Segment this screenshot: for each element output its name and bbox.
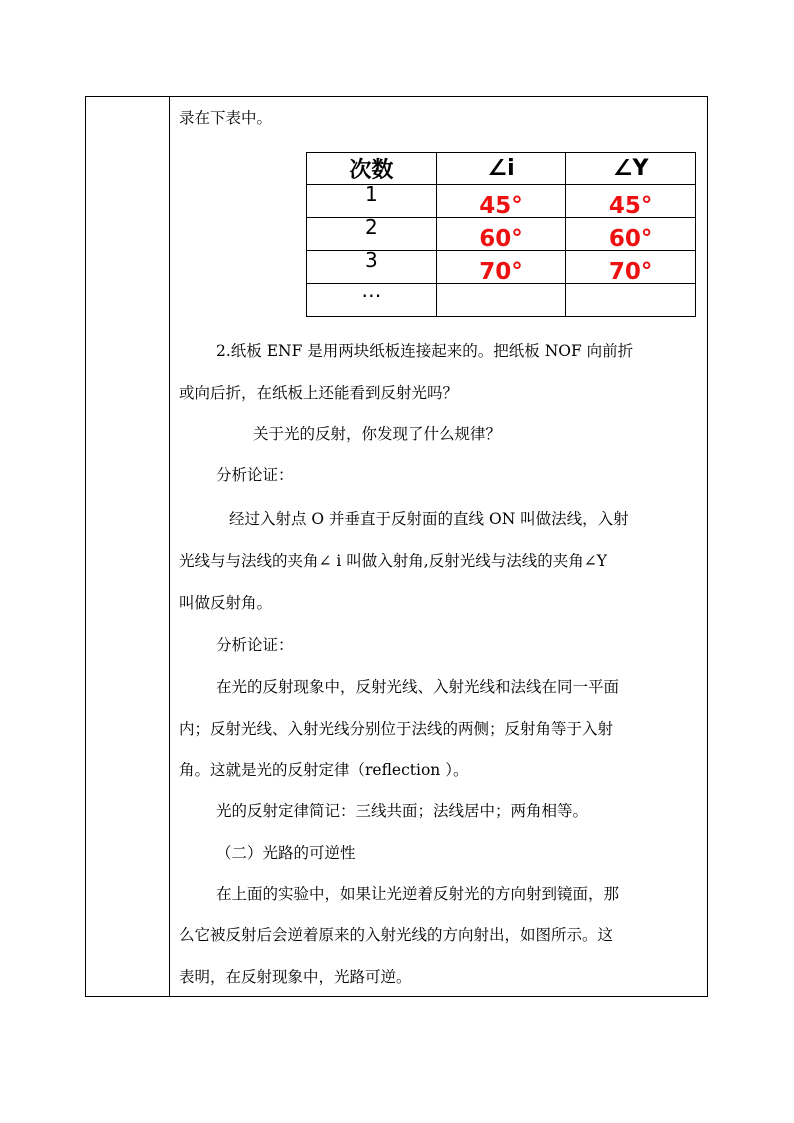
- table-header-row: [307, 153, 696, 185]
- analysis-label-2: 分析论证：: [216, 636, 294, 654]
- question-3: 关于光的反射，你发现了什么规律？: [253, 425, 502, 443]
- table-row: [307, 218, 696, 251]
- table-row: [307, 284, 696, 317]
- law-line-3: 角。这就是光的反射定律（reflection ）。: [179, 761, 469, 779]
- question-2-line-2: 或向后折，在纸板上还能看到反射光吗？: [179, 384, 459, 402]
- table-row: [307, 185, 696, 218]
- row-count: 1: [364, 182, 378, 206]
- reflection-angle-value: 45°: [608, 193, 653, 219]
- law-line-2: 内；反射光线、入射光线分别位于法线的两侧；反射角等于入射: [179, 720, 614, 738]
- header-count: 次数: [307, 153, 437, 185]
- analysis-label-1: 分析论证：: [216, 466, 294, 484]
- lesson-table-frame: [85, 96, 708, 997]
- left-column-cell: [86, 97, 170, 996]
- question-2-line-1: 2.纸板 ENF 是用两块纸板连接起来的。把纸板 NOF 向前折: [216, 342, 634, 360]
- header-reflection-angle: ∠Y: [566, 153, 696, 185]
- section-2-title: （二）光路的可逆性: [216, 844, 356, 862]
- reflection-angle-value: 70°: [608, 259, 653, 285]
- incident-angle-value: 45°: [479, 193, 523, 219]
- incident-angle-value: 60°: [479, 226, 523, 252]
- intro-line: 录在下表中。: [179, 109, 273, 127]
- law-line-1: 在光的反射现象中，反射光线、入射光线和法线在同一平面: [216, 678, 620, 696]
- reversibility-line-1: 在上面的实验中，如果让光逆着反射光的方向射到镜面，那: [216, 885, 620, 903]
- definition-line-3: 叫做反射角。: [179, 594, 273, 612]
- angle-data-table: [306, 152, 696, 317]
- definition-line-2: 光线与与法线的夹角∠ i 叫做入射角,反射光线与法线的夹角∠Y: [179, 552, 607, 570]
- header-incident-angle: ∠i: [436, 153, 566, 185]
- row-count: 2: [364, 215, 378, 239]
- reversibility-line-2: 么它被反射后会逆着原来的入射光线的方向射出，如图所示。这: [179, 926, 614, 944]
- definition-line-1: 经过入射点 O 并垂直于反射面的直线 ON 叫做法线，入射: [229, 510, 629, 528]
- content-cell: [171, 97, 707, 996]
- reversibility-line-3: 表明，在反射现象中，光路可逆。: [179, 968, 412, 986]
- row-count: …: [361, 278, 382, 302]
- law-summary: 光的反射定律简记：三线共面；法线居中；两角相等。: [216, 802, 589, 820]
- reflection-angle-value: 60°: [608, 226, 653, 252]
- incident-angle-value: 70°: [479, 259, 523, 285]
- row-count: 3: [364, 248, 378, 272]
